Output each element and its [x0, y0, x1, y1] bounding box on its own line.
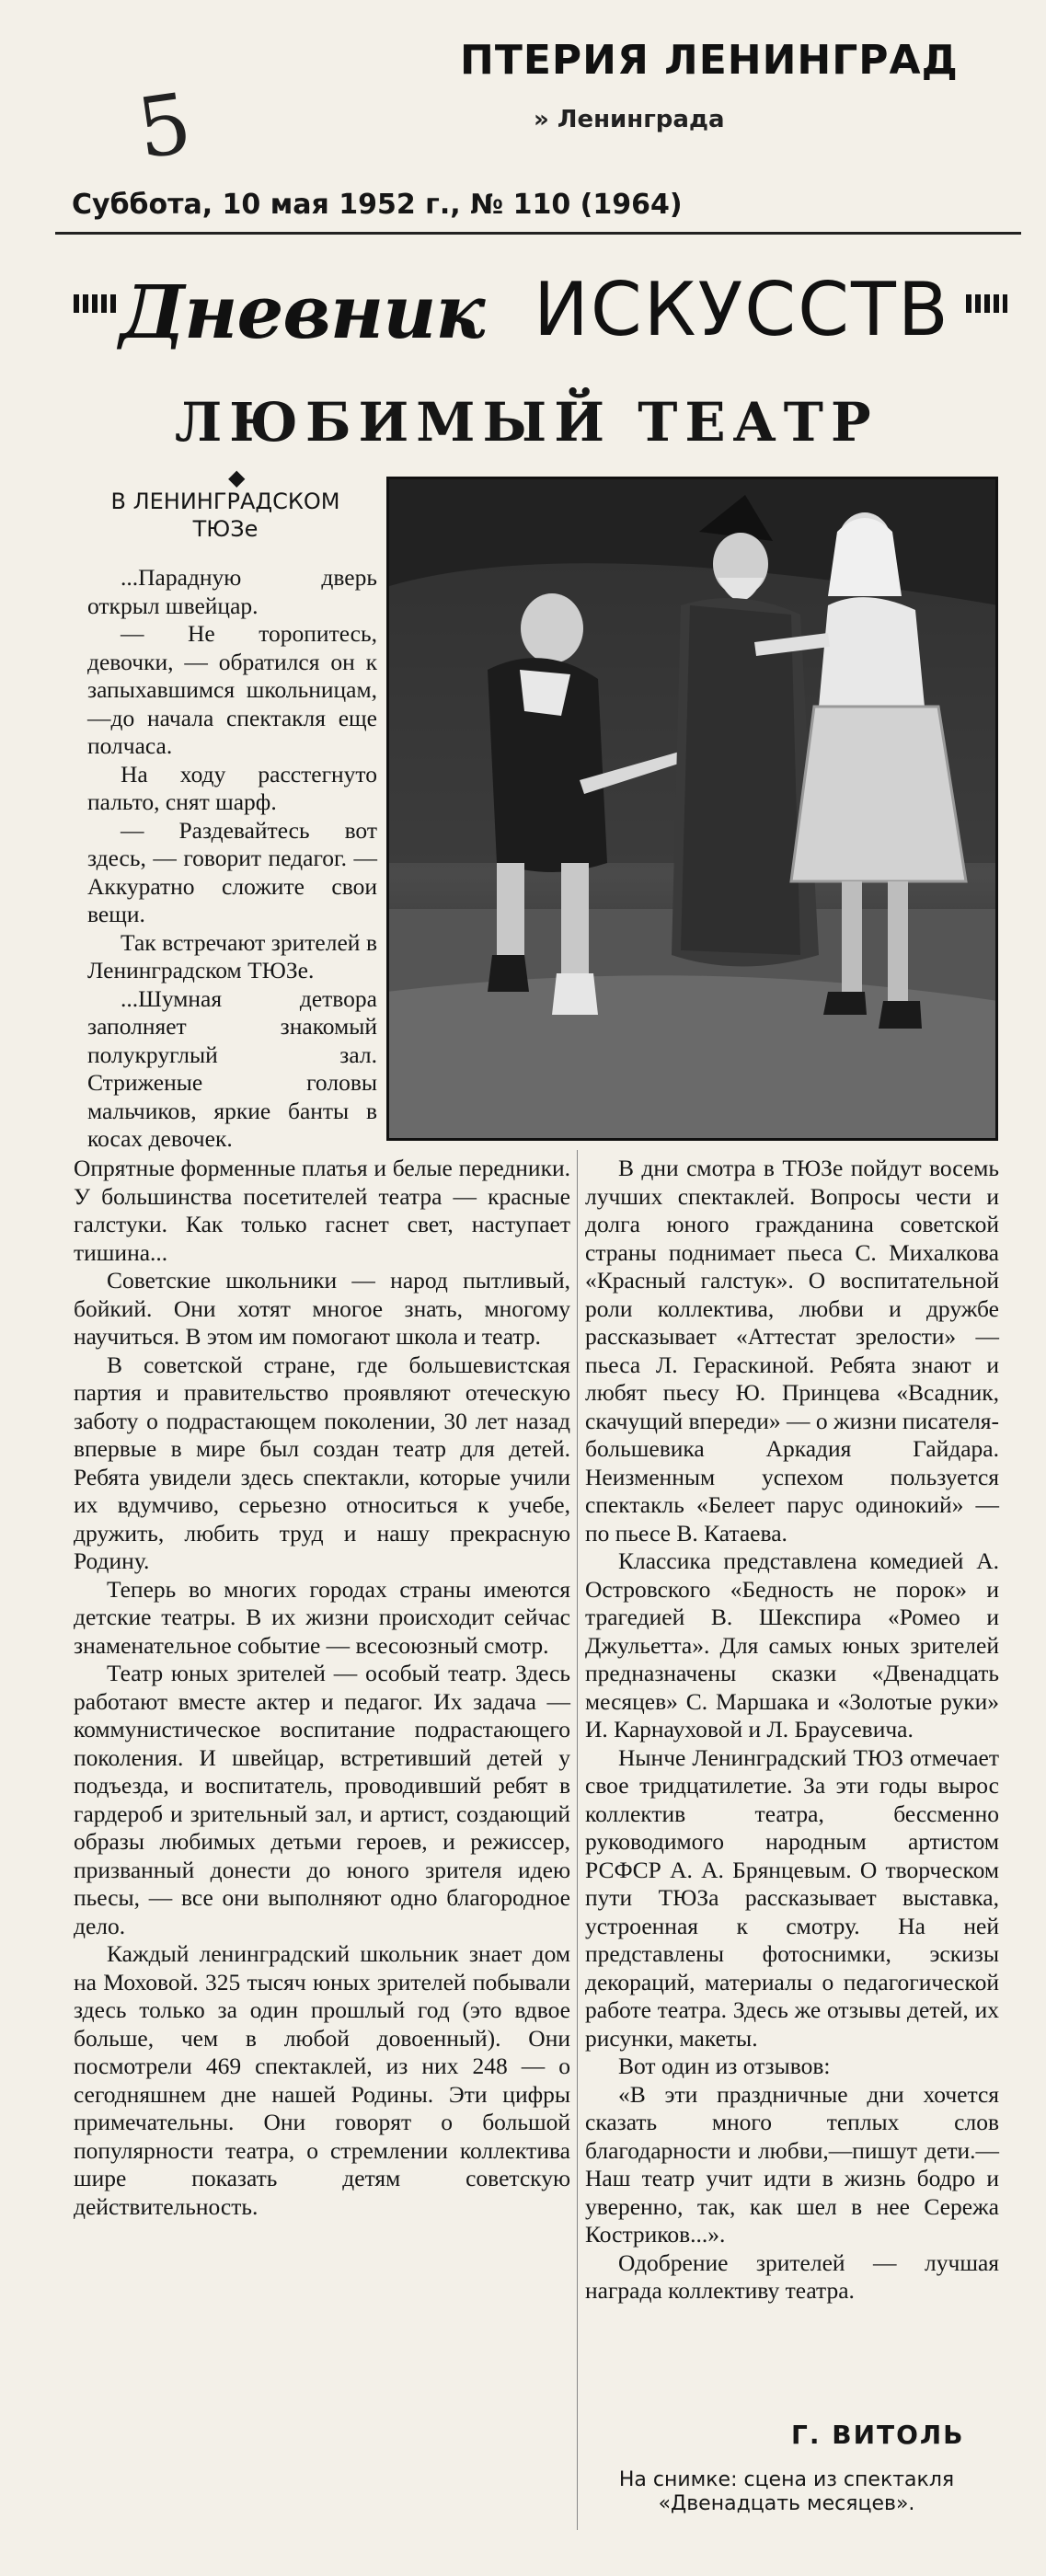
paragraph: ...Шумная детвора заполняет знакомый полукруглый зал. Стриженые головы мальчиков, яркие банты в косах девочек. — [87, 984, 377, 1152]
author-signature: Г. ВИТОЛЬ — [791, 2420, 965, 2450]
masthead-subtitle: » Ленинграда — [534, 106, 725, 133]
paragraph: «В эти праздничные дни хочется сказать много теплых слов благодарности и любви,—пишут дети.— Наш театр учит идти в жизнь бодро и уверенно, так, как шел в нее Сережа Костриков...». — [585, 2080, 999, 2248]
paragraph: Одобрение зрителей — лучшая награда коллективу театра. — [585, 2248, 999, 2304]
diamond-ornament-icon: ◆ — [228, 465, 246, 490]
paragraph: Теперь во многих городах страны имеются детские театры. В их жизни происходит сейчас знаменательное событие — всесоюзный смотр. — [74, 1575, 570, 1659]
paragraph: Вот один из отзывов: — [618, 2053, 831, 2079]
article-headline: ЛЮБИМЫЙ ТЕАТР — [175, 391, 879, 454]
photo-scene-drawing — [386, 477, 998, 1141]
article-column-1-bottom — [74, 1155, 570, 2221]
paragraph: Так встречают зрителей в Ленинградском ТЮЗе. — [87, 928, 377, 983]
paragraph: — Не торопитесь, девочки, — обратился он к запыхавшимся школьницам,—до начала спектакля еще полчаса. — [87, 620, 377, 759]
rubric-caps-word: ИСКУССТВ — [534, 267, 950, 352]
issue-dateline: Суббота, 10 мая 1952 г., № 110 (1964) — [72, 189, 683, 221]
paragraph: ...Парадную дверь открыл швейцар. — [87, 564, 377, 619]
paragraph: Советские школьники — народ пытливый, бойкий. Они хотят многое знать, многому научиться. В этом им помогают школа и театр. — [74, 1267, 570, 1350]
paragraph: Нынче Ленинградский ТЮЗ отмечает свое тридцатилетие. За эти годы вырос коллектив театра, бессменно руководимого народным артистом РСФСР А. А. Брянцевым. О творческом пути ТЮЗа рассказывает выставка, устроенная к смотру. На ней представлены фотоснимки, эскизы декораций, материалы о педагогической работе театра. Здесь же отзывы детей, их рисунки, макеты. — [585, 1743, 999, 2052]
article-column-1-top — [87, 564, 377, 1154]
column-divider — [577, 1150, 578, 2530]
theatre-scene-photo — [386, 477, 998, 1141]
handwritten-page-mark: 5 — [131, 75, 198, 178]
header-rule — [55, 232, 1021, 235]
photo-caption: На снимке: сцена из спектакля «Двенадцать месяцев». — [618, 2468, 955, 2515]
article-kicker: В ЛЕНИНГРАДСКОМ ТЮЗе — [110, 489, 340, 542]
paragraph: Опрятные форменные платья и белые передники. У большинства посетителей театра — красные галстуки. Как только гаснет свет, наступает тишина... — [74, 1155, 570, 1266]
article-column-2 — [585, 1155, 999, 2306]
paragraph: В дни смотра в ТЮЗе пойдут восемь лучших спектаклей. Вопросы чести и долга юного гражданина советской страны поднимает пьеса С. Михалкова «Красный галстук». О воспитательной роли коллектива, любви и дружбе рассказывает «Аттестат зрелости» — пьеса Л. Гераскиной. Ребята знают и любят пьесу Ю. Принцева «Всадник, скачущий впереди» — о жизни писателя-большевика Аркадия Гайдара. Неизменным успехом пользуется спектакль «Белеет парус одинокий» — по пьесе В. Катаева. — [585, 1155, 999, 1547]
rubric-ornament-left — [74, 294, 120, 313]
newspaper-masthead: ПТЕРИЯ ЛЕНИНГРАД — [460, 37, 959, 84]
paragraph: Каждый ленинградский школьник знает дом на Моховой. 325 тысяч юных зрителей побывали здесь только за один прошлый год (это вдвое больше, чем в любой довоенный). Они посмотрели 469 спектаклей, из них 248 — о сегодняшнем дне нашей Родины. Эти цифры примечательны. Они говорят о большой популярности театра, о стремлении коллектива шире показать детям советскую действительность. — [74, 1940, 570, 2220]
paragraph: — Раздевайтесь вот здесь, — говорит педагог. — Аккуратно сложите свои вещи. — [87, 816, 377, 927]
paragraph: На ходу расстегнуто пальто, снят шарф. — [87, 760, 377, 815]
paragraph: Театр юных зрителей — особый театр. Здесь работают вместе актер и педагог. Их задача — коммунистическое воспитание подрастающего поколения. И швейцар, встретивший детей у подъезда, и воспитатель, проводивший ребят в гардероб и зрительный зал, и артист, создающий образы любимых детьми героев, и режиссер, призванный донести до юного зрителя идею пьесы, — все они выполняют одно благородное дело. — [74, 1660, 570, 1939]
rubric-ornament-right — [966, 294, 1007, 313]
paragraph: Классика представлена комедией А. Островского «Бедность не порок» и трагедией В. Шекспира «Ромео и Джульетта». Для самых юных зрителей предназначены сказки «Двенадцать месяцев» С. Маршака и «Золотые руки» И. Карнауховой и Л. Браусевича. — [585, 1547, 999, 1742]
rubric-script-word: Дневник — [120, 269, 485, 355]
paragraph: В советской стране, где большевистская партия и правительство проявляют отеческую заботу о подрастающем поколении, 30 лет назад впервые в мире был создан театр для детей. Ребята увидели здесь спектакли, которые учили их вдумчиво, серьезно относиться к учебе, дружить, любить труд и нашу прекрасную Родину. — [74, 1351, 570, 1574]
